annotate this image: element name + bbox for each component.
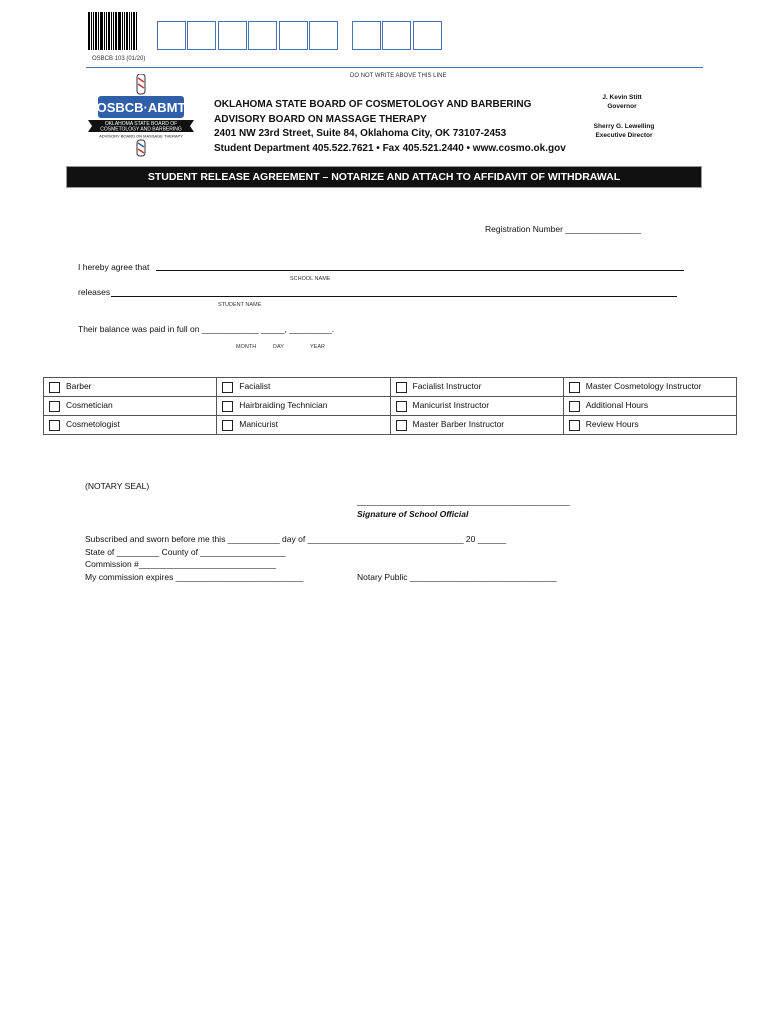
checkbox[interactable] bbox=[222, 420, 233, 431]
office-box bbox=[157, 21, 186, 50]
license-type-option[interactable] bbox=[217, 378, 390, 397]
license-type-option[interactable] bbox=[390, 397, 563, 416]
license-type-option[interactable] bbox=[217, 416, 390, 435]
license-type-row bbox=[44, 378, 737, 397]
license-type-label: Hairbraiding Technician bbox=[239, 400, 328, 411]
school-name-field[interactable] bbox=[156, 270, 684, 271]
governor-title: Governor bbox=[607, 103, 637, 110]
state-county-field[interactable]: State of _________ County of __________________ bbox=[85, 547, 286, 557]
license-type-label: Facialist Instructor bbox=[412, 381, 482, 392]
license-type-label: Additional Hours bbox=[585, 400, 649, 411]
license-type-option[interactable] bbox=[390, 378, 563, 397]
license-type-option[interactable] bbox=[217, 397, 390, 416]
license-type-label: Master Cosmetology Instructor bbox=[585, 381, 702, 392]
advisory-board: ADVISORY BOARD ON MASSAGE THERAPY bbox=[214, 113, 427, 125]
form-code: OSBCB 103 (01/20) bbox=[92, 56, 146, 62]
director-block bbox=[584, 123, 664, 139]
svg-text:OKLAHOMA STATE BOARD OF: OKLAHOMA STATE BOARD OF bbox=[104, 121, 178, 127]
board-logo bbox=[86, 74, 196, 158]
director-name: Sherry G. Lewelling bbox=[593, 123, 655, 130]
license-type-option[interactable] bbox=[563, 416, 736, 435]
license-type-option[interactable] bbox=[563, 397, 736, 416]
license-type-row bbox=[44, 416, 737, 435]
notary-public-field[interactable]: Notary Public _______________________________ bbox=[357, 572, 557, 582]
agree-label: I hereby agree that bbox=[78, 262, 150, 272]
office-box bbox=[309, 21, 338, 50]
balance-paid-field[interactable]: Their balance was paid in full on ____________ _____, _________. bbox=[78, 324, 335, 334]
releases-label: releases bbox=[78, 287, 111, 297]
governor-block bbox=[582, 94, 662, 110]
office-box bbox=[279, 21, 308, 50]
checkbox[interactable] bbox=[569, 420, 580, 431]
checkbox[interactable] bbox=[222, 401, 233, 412]
governor-name: J. Kevin Stitt bbox=[602, 94, 642, 101]
signature-label: Signature of School Official bbox=[357, 509, 469, 519]
office-box bbox=[413, 21, 442, 50]
director-title: Executive Director bbox=[595, 132, 653, 139]
license-type-label: Barber bbox=[66, 381, 92, 392]
agency-contact: Student Department 405.522.7621 • Fax 405.521.2440 • www.cosmo.ok.gov bbox=[214, 142, 566, 154]
license-type-option[interactable] bbox=[44, 378, 217, 397]
license-type-label: Master Barber Instructor bbox=[412, 419, 505, 430]
agency-address: 2401 NW 23rd Street, Suite 84, Oklahoma City, OK 73107-2453 bbox=[214, 128, 507, 139]
office-box bbox=[187, 21, 216, 50]
subscribed-sworn-field[interactable]: Subscribed and sworn before me this ___________ day of _________________________________ 20 ______ bbox=[85, 534, 507, 544]
license-type-label: Cosmetician bbox=[66, 400, 113, 411]
office-box bbox=[248, 21, 277, 50]
school-name-caption: SCHOOL NAME bbox=[290, 276, 331, 282]
day-caption: DAY bbox=[273, 344, 284, 350]
notary-seal-label: (NOTARY SEAL) bbox=[85, 481, 150, 491]
agency-header bbox=[214, 98, 566, 156]
commission-expires-field[interactable]: My commission expires ___________________________ bbox=[85, 572, 304, 582]
checkbox[interactable] bbox=[222, 382, 233, 393]
checkbox[interactable] bbox=[49, 382, 60, 393]
checkbox[interactable] bbox=[569, 401, 580, 412]
license-type-option[interactable] bbox=[563, 378, 736, 397]
svg-text:COSMETOLOGY AND BARBERING: COSMETOLOGY AND BARBERING bbox=[100, 126, 182, 133]
student-name-field[interactable] bbox=[111, 296, 677, 297]
registration-number-field[interactable]: Registration Number ________________ bbox=[485, 224, 641, 234]
license-type-label: Manicurist Instructor bbox=[412, 400, 490, 411]
school-official-signature-line[interactable]: _____________________________________________ bbox=[357, 496, 570, 506]
divider bbox=[86, 67, 703, 68]
license-type-option[interactable] bbox=[44, 397, 217, 416]
checkbox[interactable] bbox=[49, 401, 60, 412]
license-type-label: Review Hours bbox=[585, 419, 639, 430]
checkbox[interactable] bbox=[49, 420, 60, 431]
checkbox[interactable] bbox=[396, 382, 407, 393]
student-name-caption: STUDENT NAME bbox=[218, 302, 262, 308]
license-type-label: Manicurist bbox=[239, 419, 278, 430]
license-type-label: Facialist bbox=[239, 381, 271, 392]
checkbox[interactable] bbox=[396, 420, 407, 431]
form-title-banner: STUDENT RELEASE AGREEMENT – NOTARIZE AND ATTACH TO AFFIDAVIT OF WITHDRAWAL bbox=[66, 166, 702, 188]
office-box bbox=[352, 21, 381, 50]
svg-text:OSBCB·ABMT: OSBCB·ABMT bbox=[96, 100, 186, 115]
office-box bbox=[382, 21, 411, 50]
license-type-row bbox=[44, 397, 737, 416]
license-type-label: Cosmetologist bbox=[66, 419, 120, 430]
year-caption: YEAR bbox=[310, 344, 325, 350]
checkbox[interactable] bbox=[569, 382, 580, 393]
do-not-write-notice: DO NOT WRITE ABOVE THIS LINE bbox=[350, 73, 447, 79]
license-type-table bbox=[43, 377, 737, 435]
agency-name: OKLAHOMA STATE BOARD OF COSMETOLOGY AND BARBERING bbox=[214, 99, 532, 110]
checkbox[interactable] bbox=[396, 401, 407, 412]
office-box bbox=[218, 21, 247, 50]
license-type-option[interactable] bbox=[390, 416, 563, 435]
month-caption: MONTH bbox=[236, 344, 257, 350]
commission-number-field[interactable]: Commission #_____________________________ bbox=[85, 559, 276, 569]
license-type-option[interactable] bbox=[44, 416, 217, 435]
svg-text:ADVISORY BOARD ON MASSAGE THER: ADVISORY BOARD ON MASSAGE THERAPY bbox=[99, 133, 183, 139]
barcode bbox=[88, 12, 144, 50]
